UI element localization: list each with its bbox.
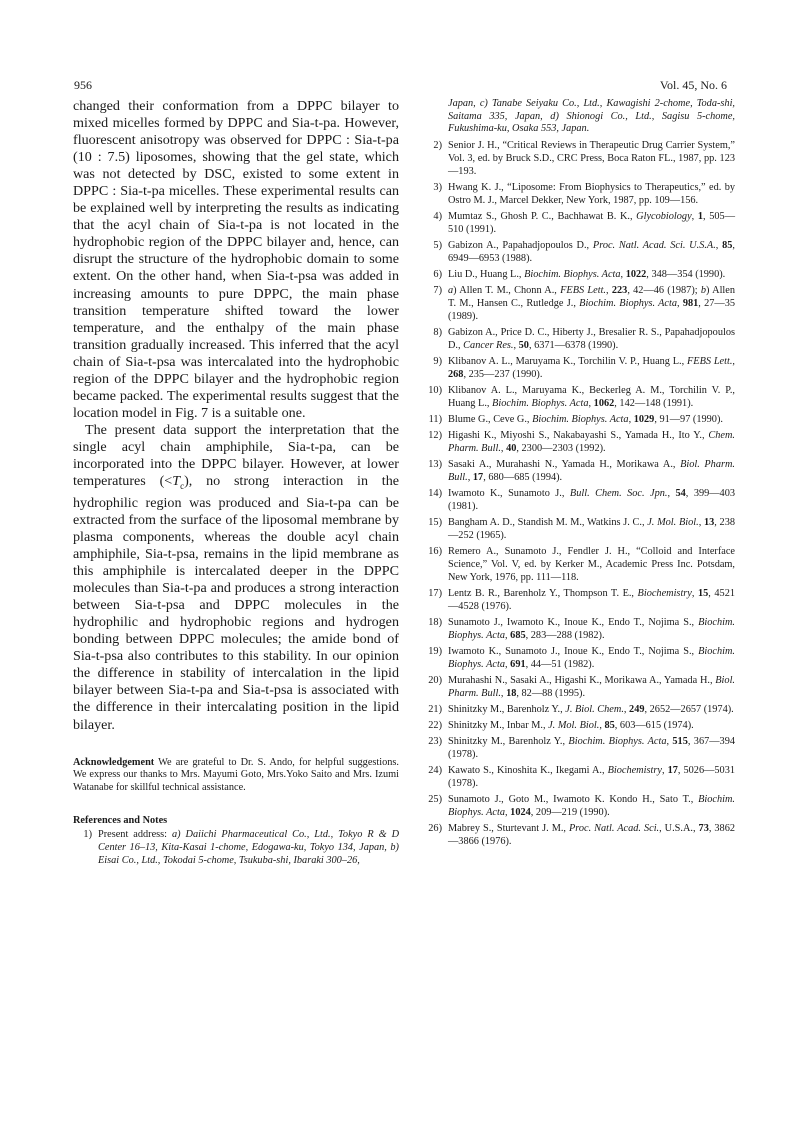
reference-text-part: 40 — [506, 442, 517, 454]
reference-text-part: Glycobiology — [636, 210, 692, 222]
reference-text — [448, 823, 735, 848]
reference-text — [448, 459, 735, 484]
reference-text-part: 515 — [672, 736, 688, 748]
reference-text-part: Biochim. Biophys. Acta — [532, 413, 629, 425]
reference-text-part: ) Allen T. M., Chonn A., — [453, 285, 561, 297]
reference-text-part: , 44—51 (1982). — [525, 658, 595, 670]
reference-text-part: , 283—288 (1982). — [525, 629, 605, 641]
reference-text — [448, 240, 735, 265]
reference-number: 25) — [428, 794, 442, 806]
reference-text-part: , 603—615 (1974). — [614, 720, 694, 732]
reference-item — [423, 488, 735, 513]
reference-item — [423, 720, 735, 733]
references-heading: References and Notes — [73, 815, 168, 827]
reference-text-part: , 505—510 (1991). — [448, 210, 735, 235]
reference-text-part: Kawato S., Kinoshita K., Ikegami A., — [448, 765, 608, 777]
reference-text-part: Biochemistry — [637, 587, 692, 599]
reference-number: 4) — [433, 210, 442, 222]
reference-text-part: , 91—97 (1990). — [654, 413, 723, 425]
reference-text-part: J. Biol. Chem. — [565, 703, 624, 715]
reference-text-part: , 5026—5031 (1978). — [448, 765, 735, 790]
reference-number: 26) — [428, 823, 442, 835]
reference-number: 24) — [428, 765, 442, 777]
reference-text-part: Gabizon A., Papahadjopoulos D., — [448, 239, 593, 251]
reference-text-part: Murahashi N., Sasaki A., Higashi K., Morikawa A., Yamada H., — [448, 674, 716, 686]
reference-text — [448, 182, 735, 207]
reference-text — [448, 327, 735, 352]
reference-text-part: Senior J. H., “Critical Reviews in Therapeutic Drug Carrier System,” Vol. 3, ed. by Bruck S.D., CRC Press, Boca Raton FL., 1987, pp. 123—193. — [448, 140, 735, 177]
reference-text-part: , — [666, 736, 673, 748]
reference-text-part: FEBS Lett. — [687, 355, 733, 367]
reference-item — [423, 182, 735, 207]
reference-text-part: , 142—148 (1991). — [614, 397, 694, 409]
reference-text — [448, 517, 735, 542]
reference-text-part: , 680—685 (1994). — [483, 471, 563, 483]
reference-text-part: 1022 — [625, 268, 647, 280]
reference-text — [448, 211, 735, 236]
reference-text-part: 17 — [472, 471, 484, 483]
reference-text — [448, 646, 735, 671]
reference-text-part: Sunamoto J., Iwamoto K., Inoue K., Endo T., Nojima S., — [448, 616, 699, 628]
reference-item — [423, 794, 735, 819]
reference-text — [448, 720, 735, 733]
reference-text-part: 50 — [518, 339, 529, 351]
reference-text-part: Biol. Pharm. Bull. — [448, 674, 735, 699]
reference-text-part: , — [505, 629, 511, 641]
reference-text-part: 1 — [697, 210, 704, 222]
reference-text-part: 268 — [448, 368, 464, 380]
reference-text-part: , — [623, 703, 630, 715]
reference-text-part: Shinitzky M., Barenholz Y., — [448, 736, 569, 748]
reference-text-part: Iwamoto K., Sunamoto J., Inoue K., Endo T., Nojima S., — [448, 645, 699, 657]
reference-number: 17) — [428, 587, 442, 599]
reference-number: 20) — [428, 674, 442, 686]
reference-text — [448, 704, 735, 717]
reference-text-part: 691 — [510, 658, 526, 670]
reference-text: Japan, c) Tanabe Seiyaku Co., Ltd., Kawagishi 2-chome, Toda-shi, Saitama 335, Japan, d) Shionogi Co., Ltd., Sagisu 5-chome, Fukushima-ku, Osaka 553, Japan. — [448, 98, 735, 135]
reference-text-part: Proc. Natl. Acad. Sci. U.S.A. — [592, 239, 716, 251]
reference-text-part: Chem. Pharm. Bull. — [448, 430, 735, 454]
reference-item — [423, 140, 735, 178]
reference-text-part: Klibanov A. L., Maruyama K., Beckerleg A. M., Torchilin V. P., Huang L., — [448, 384, 735, 409]
reference-number: 14) — [428, 488, 442, 500]
reference-text — [448, 675, 735, 700]
reference-text-part: Lentz B. R., Barenholz Y., Thompson T. E., — [448, 587, 638, 599]
reference-text — [448, 285, 735, 323]
reference-text — [448, 736, 735, 761]
reference-text-part: , — [467, 471, 473, 483]
reference-text-part: , 6371—6378 (1990). — [528, 339, 619, 351]
reference-text-part: Shinitzky M., Inbar M., — [448, 720, 549, 732]
reference-text-part: , U.S.A., — [659, 823, 699, 835]
reference-item — [423, 736, 735, 761]
reference-text-part: 1029 — [633, 413, 655, 425]
reference-text-part: Proc. Natl. Acad. Sci. — [568, 823, 660, 835]
reference-text-part: 223 — [611, 285, 628, 297]
page-number: 956 — [74, 78, 92, 92]
reference-text-part: 17 — [667, 765, 678, 777]
reference-text-part: Cancer Res. — [463, 339, 514, 351]
reference-text-part: Mumtaz S., Ghosh P. C., Bachhawat B. K., — [448, 210, 637, 222]
reference-text-part: Liu D., Huang L., — [448, 268, 525, 280]
reference-item — [423, 211, 735, 236]
paragraph-2-end: ), no strong interaction in the hydrophilic region was produced and Sia-t-pa can be extracted from the surface of the liposomal membrane by plasma components, whereas the double acyl chain amphiphile, Sia-t-psa, remains in the lipid membrane as this amphiphile is intercalated deeper in the DPPC molecules than Sia-t-pa and produces a strong interaction between Sia-t-psa and DPPC molecules in the hydrophilic and hydrophobic regions and hydrogen bonding between DPPC molecules; the amide bond of Sia-t-psa also contributes to this stability. In our opinion the difference in stability of intercalation in the lipid bilayer between Sia-t-pa and Sia-t-psa is associated with the difference in their intercalating position in the lipid bilayer. — [73, 473, 399, 733]
reference-text-part: ) Allen T. M., Hansen C., Rutledge J., — [448, 285, 736, 309]
reference-text-part: , 2300—2303 (1992). — [516, 442, 606, 454]
reference-text-part: Shinitzky M., Barenholz Y., — [448, 703, 566, 715]
reference-item — [423, 675, 735, 700]
symbol-t: T — [172, 473, 181, 490]
reference-text-part: Sasaki A., Murahashi N., Yamada H., Morikawa A., — [448, 459, 681, 471]
reference-text-part: Iwamoto K., Sunamoto J., — [448, 488, 570, 500]
reference-item — [423, 414, 735, 427]
reference-number: 23) — [428, 736, 442, 748]
reference-item-continued — [423, 98, 735, 136]
reference-text — [448, 546, 735, 584]
reference-text-part: Present address: — [98, 829, 172, 841]
reference-text-part: Biochim. Biophys. Acta — [448, 645, 735, 670]
reference-text — [98, 829, 399, 867]
reference-item — [423, 356, 735, 381]
reference-text-part: Mabrey S., Sturtevant J. M., — [448, 823, 569, 835]
reference-text-part: 13 — [703, 517, 715, 529]
reference-item — [423, 385, 735, 410]
reference-text-part: , — [691, 210, 698, 222]
reference-text-part: , — [500, 687, 507, 699]
reference-text — [448, 488, 735, 513]
reference-text-part: Gabizon A., Price D. C., Hiberty J., Bresalier R. S., Papahadjopoulos D., — [448, 326, 735, 351]
reference-text-part: Biochim. Biophys. Acta — [492, 397, 589, 409]
reference-text-part: , 6949—6953 (1988). — [448, 239, 735, 264]
reference-item — [423, 459, 735, 484]
reference-text-part: , 399—403 (1981). — [448, 488, 736, 512]
reference-text-part: Remero A., Sunamoto J., Fendler J. H., “Colloid and Interface Science,” Vol. V, ed. by Kerker M., Academic Press Inc. Potsdam, New York, 1976, pp. 111—118. — [448, 546, 735, 583]
reference-text-part: Biochemistry — [607, 765, 662, 777]
reference-text-part: b — [700, 285, 707, 297]
reference-text-part: , — [691, 587, 698, 599]
reference-text-part: , 27—35 (1989). — [448, 297, 735, 322]
reference-text-part: , — [505, 658, 511, 670]
reference-item — [423, 617, 735, 642]
reference-text-part: , — [715, 239, 723, 251]
reference-text-part: 1062 — [593, 397, 615, 409]
reference-text-part: , 367—394 (1978). — [448, 736, 735, 761]
reference-item — [423, 823, 735, 848]
reference-text-part: 981 — [682, 297, 699, 309]
reference-text-part: Bull. Chem. Soc. Jpn. — [569, 488, 668, 500]
reference-text-part: Bangham A. D., Standish M. M., Watkins J. C., — [448, 517, 648, 529]
reference-number: 12) — [428, 430, 442, 442]
reference-item — [423, 765, 735, 790]
reference-text — [448, 617, 735, 642]
reference-item — [423, 646, 735, 671]
reference-number: 5) — [433, 239, 442, 251]
reference-text-part: , — [588, 397, 594, 409]
reference-text-part: a — [448, 285, 454, 297]
right-column — [423, 98, 735, 852]
acknowledgement-heading: Acknowledgement — [73, 756, 155, 768]
reference-text-part: 685 — [510, 629, 526, 641]
reference-text-part: Sunamoto J., Goto M., Iwamoto K. Kondo H., Sato T., — [448, 794, 699, 806]
reference-text-part: , 348—354 (1990). — [646, 268, 726, 280]
reference-text-part: , — [505, 807, 511, 819]
reference-text — [448, 269, 735, 282]
reference-text-part: , — [732, 355, 735, 367]
reference-text-part: Biol. Pharm. Bull. — [448, 459, 735, 483]
reference-text-part: , — [676, 297, 683, 309]
reference-item — [423, 704, 735, 717]
reference-text-part: , 235—237 (1990). — [463, 368, 543, 380]
reference-text-part: 85 — [722, 239, 733, 251]
reference-text-part: Biochim. Biophys. Acta — [448, 616, 735, 641]
reference-text — [448, 765, 735, 790]
left-column — [73, 98, 399, 867]
reference-text-part: Higashi K., Miyoshi S., Nakabayashi S., Yamada H., Ito Y., — [448, 430, 709, 442]
paragraph-2-start: The present data support the interpretation that the single acyl chain amphiphile, Sia-t-pa, can be incorporated into the DPPC bilayer. However, at lower temperatures (< — [73, 421, 399, 490]
reference-text-part: 54 — [675, 488, 686, 500]
reference-text-part: 249 — [629, 703, 645, 715]
reference-text-part: , 2652—2657 (1974). — [644, 703, 734, 715]
reference-item — [423, 546, 735, 584]
reference-text-part: FEBS Lett. — [560, 285, 607, 297]
reference-text-part: 15 — [698, 587, 709, 599]
body-paragraph-1: changed their conformation from a DPPC bilayer to mixed micelles formed by DPPC and Sia-t-pa. However, fluorescent anisotropy was observed for DPPC : Sia-t-pa (10 : 7.5) liposomes, showing that the gel state, which was not detected by DSC, existed to some extent in DPPC : Sia-t-pa micelles. These experimental results can be explained well by interpreting the results as indicating that the acyl chain of Sia-t-pa is not located in the hydrophobic region of the DPPC bilayer and, hence, can disrupt the structure of the hydrophobic domain to some extent. On the other hand, when Sia-t-psa was added in increasing amounts to pure DPPC, the main phase transition temperature shifted toward the lower temperature, and the enthalpy of the main phase transition gradually increased. This inferred that the acyl chain of Sia-t-psa was intercalated into the hydrophobic region of the DPPC bilayer and the hydrophobic region became packed. The experimental results suggest that the location model in Fig. 7 is a suitable one. — [73, 98, 399, 421]
reference-text-part: , — [667, 488, 676, 500]
acknowledgement — [73, 757, 399, 795]
reference-list — [423, 140, 735, 849]
reference-item — [423, 285, 735, 323]
reference-number: 15) — [428, 517, 442, 529]
reference-text — [448, 356, 735, 381]
reference-item — [423, 240, 735, 265]
reference-number: 9) — [433, 355, 442, 367]
reference-number: 3) — [433, 181, 442, 193]
reference-number: 2) — [433, 140, 442, 152]
reference-text-part: 85 — [604, 720, 615, 732]
reference-number: 6) — [433, 268, 442, 280]
reference-number: 13) — [428, 459, 442, 471]
reference-number: 11) — [428, 413, 442, 425]
reference-text-part: 1024 — [510, 807, 531, 819]
reference-text-part: Biochim. Biophys. Acta — [524, 268, 621, 280]
reference-text — [448, 794, 735, 819]
reference-text-part: Klibanov A. L., Maruyama K., Torchilin V. P., Huang L., — [448, 355, 687, 367]
acknowledgement-text: We are grateful to Dr. S. Ando, for helpful suggestions. We express our thanks to Mrs. Mayumi Goto, Mrs.Yoko Saito and Mrs. Izumi Watanabe for skillful technical assistance. — [73, 756, 399, 793]
reference-text — [448, 140, 735, 178]
reference-item — [423, 327, 735, 352]
reference-text-part: Blume G., Ceve G., — [448, 413, 533, 425]
reference-item — [423, 588, 735, 613]
reference-text-part: , — [513, 339, 519, 351]
reference-text-part: Biochim. Biophys. Acta — [568, 736, 667, 748]
reference-text-part: 18 — [506, 687, 517, 699]
reference-text-part: , 238—252 (1965). — [448, 517, 735, 541]
reference-number: 1) — [83, 829, 92, 841]
volume-issue: Vol. 45, No. 6 — [659, 78, 727, 92]
reference-text-part: J. Mol. Biol. — [548, 720, 600, 732]
reference-number: 8) — [433, 326, 442, 338]
reference-text — [448, 430, 735, 455]
reference-text-part: , — [606, 285, 612, 297]
symbol-c: c — [180, 480, 185, 491]
body-paragraph-2 — [73, 422, 399, 734]
reference-text-part: 73 — [698, 823, 709, 835]
reference-item — [423, 430, 735, 455]
reference-text-part: , — [661, 765, 668, 777]
reference-text-part: , 3862—3866 (1976). — [448, 823, 735, 848]
reference-text — [448, 385, 735, 410]
reference-number: 16) — [428, 546, 442, 558]
reference-number: 21) — [428, 703, 442, 715]
reference-text-part: Biochim. Biophys. Acta — [448, 794, 735, 819]
reference-text-part: , 4521—4528 (1976). — [448, 587, 735, 612]
reference-number: 7) — [433, 285, 442, 297]
reference-text — [448, 414, 735, 427]
reference-number: 10) — [428, 384, 442, 396]
reference-text-part: , — [620, 268, 626, 280]
reference-number: 22) — [428, 720, 442, 732]
reference-text-part: Biochim. Biophys. Acta — [579, 297, 677, 309]
reference-item — [73, 829, 399, 867]
reference-text-part: , — [599, 720, 605, 732]
reference-text-part: J. Mol. Biol. — [647, 517, 699, 529]
reference-text-part: , — [698, 517, 704, 529]
reference-text-part: a) Daiichi Pharmaceutical Co., Ltd., Tokyo R & D Center 16–13, Kita-Kasai 1-chome, Edogawa-ku, Tokyo 134, Japan, b) Eisai Co., Ltd., Tokodai 5-chome, Tsukuba-shi, Ibaraki 300–26, — [98, 829, 400, 866]
reference-number: 19) — [428, 645, 442, 657]
reference-item — [423, 517, 735, 542]
reference-number: 18) — [428, 616, 442, 628]
reference-text-part: , — [628, 413, 634, 425]
reference-text-part: , 209—219 (1990). — [530, 807, 610, 819]
reference-text-part: , 42—46 (1987); — [627, 285, 701, 297]
reference-text-part: Hwang K. J., “Liposome: From Biophysics to Therapeutics,” ed. by Ostro M. J., Marcel Dekker, New York, 1987, pp. 109—156. — [448, 181, 735, 206]
reference-item — [423, 269, 735, 282]
reference-text-part: , — [500, 442, 507, 454]
reference-text — [448, 588, 735, 613]
reference-text-part: , 82—88 (1995). — [516, 687, 586, 699]
